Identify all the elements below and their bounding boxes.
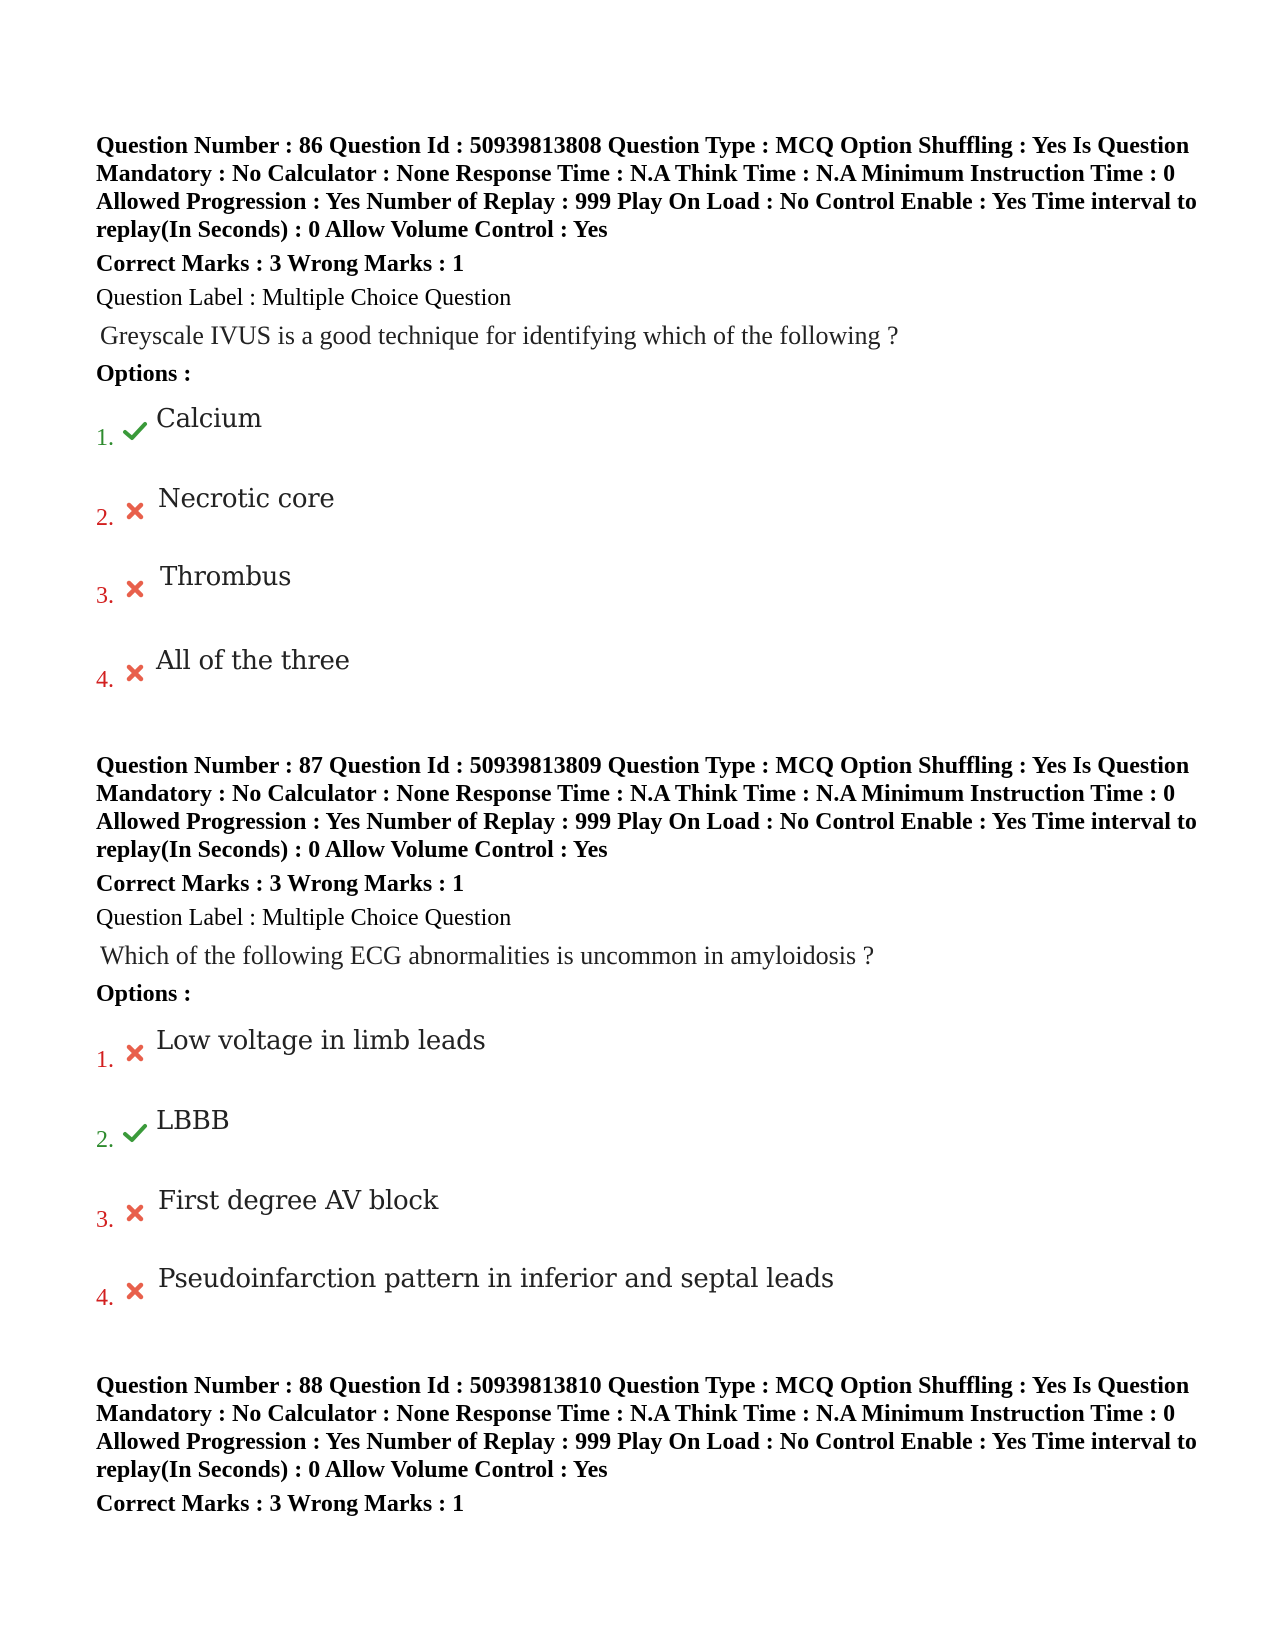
question-text: Which of the following ECG abnormalities is uncommon in amyloidosis ? — [100, 941, 875, 970]
option-text: Thrombus — [160, 562, 292, 592]
option-text: Calcium — [156, 404, 262, 434]
question-meta: Question Number : 88 Question Id : 50939813810 Question Type : MCQ Option Shuffling : Yes Is Question Mandatory : No Calculator : None Response Time : N.A Think Time : N.A Minimum Instruction Time : 0 Allowed Progression : Yes Number of Replay : 999 Play On Load : No Control Enable : Yes Time interval to replay(In Seconds) : 0 Allow Volume Control : Yes — [96, 1373, 1197, 1483]
cross-icon — [122, 498, 148, 524]
check-icon — [122, 1120, 148, 1146]
question-marks: Correct Marks : 3 Wrong Marks : 1 — [96, 871, 465, 897]
options-heading: Options : — [96, 361, 192, 387]
option-text: First degree AV block — [158, 1186, 439, 1216]
question-meta: Question Number : 86 Question Id : 50939813808 Question Type : MCQ Option Shuffling : Yes Is Question Mandatory : No Calculator : None Response Time : N.A Think Time : N.A Minimum Instruction Time : 0 Allowed Progression : Yes Number of Replay : 999 Play On Load : No Control Enable : Yes Time interval to replay(In Seconds) : 0 Allow Volume Control : Yes — [96, 133, 1197, 243]
question-88 — [96, 1372, 1206, 1518]
check-icon — [122, 418, 148, 444]
cross-icon — [122, 576, 148, 602]
option-number: 3. — [96, 1207, 114, 1233]
option-text: All of the three — [156, 646, 350, 676]
question-label: Question Label : Multiple Choice Question — [96, 905, 512, 931]
option-text: Necrotic core — [158, 484, 335, 514]
question-meta: Question Number : 87 Question Id : 50939813809 Question Type : MCQ Option Shuffling : Yes Is Question Mandatory : No Calculator : None Response Time : N.A Think Time : N.A Minimum Instruction Time : 0 Allowed Progression : Yes Number of Replay : 999 Play On Load : No Control Enable : Yes Time interval to replay(In Seconds) : 0 Allow Volume Control : Yes — [96, 753, 1197, 863]
option-number: 1. — [96, 1047, 114, 1073]
option-number: 2. — [96, 505, 114, 531]
option-text: Low voltage in limb leads — [156, 1026, 486, 1056]
options-heading: Options : — [96, 981, 192, 1007]
option-number: 4. — [96, 1285, 114, 1311]
option-number: 4. — [96, 667, 114, 693]
option-number: 1. — [96, 425, 114, 451]
option-number: 3. — [96, 583, 114, 609]
question-87 — [96, 752, 1206, 1008]
option-text: LBBB — [156, 1106, 230, 1136]
question-marks: Correct Marks : 3 Wrong Marks : 1 — [96, 251, 465, 277]
cross-icon — [122, 1200, 148, 1226]
cross-icon — [122, 1040, 148, 1066]
question-text: Greyscale IVUS is a good technique for identifying which of the following ? — [100, 321, 899, 350]
cross-icon — [122, 660, 148, 686]
cross-icon — [122, 1278, 148, 1304]
option-text: Pseudoinfarction pattern in inferior and septal leads — [158, 1264, 834, 1294]
question-marks: Correct Marks : 3 Wrong Marks : 1 — [96, 1491, 465, 1517]
question-86 — [96, 132, 1206, 388]
question-label: Question Label : Multiple Choice Question — [96, 285, 512, 311]
option-number: 2. — [96, 1127, 114, 1153]
